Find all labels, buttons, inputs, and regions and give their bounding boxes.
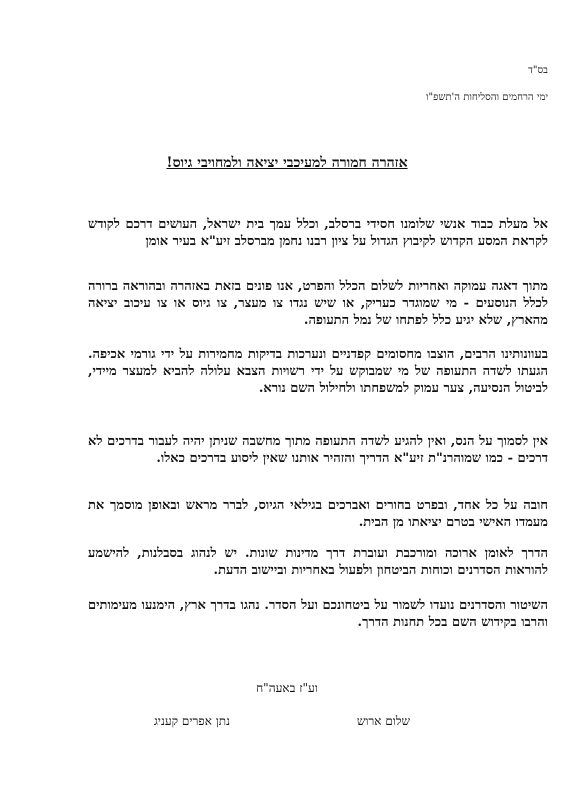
letter-title: אזהרה חמורה למעיכבי יציאה ולמחויבי גיוס! bbox=[166, 155, 408, 171]
bsd-header: בס"ד bbox=[528, 65, 548, 76]
signature-2: נתן אפרים קעניג bbox=[153, 714, 230, 728]
paragraph-6: הדרך לאומן ארוכה ומורכבת ועוברת דרך מדינות שונות. יש לנהוג בסבלנות, להישמע להוראות הסדרנים וכוחות הביטחון ולפעול באחריות וביישוב הדעת. bbox=[88, 546, 548, 578]
paragraph-2: מתוך דאגה עמוקה ואחריות לשלום הכלל והפרט, אנו פונים בזאת באזהרה ובהוראה ברורה לכלל הנוסעים - מי שמוגדר כעריק, או שיש נגדו צו מעצר, צו גיוס או צו עיכוב יציאה מהארץ, שלא יגיע כלל לפתחו של נמל התעופה. bbox=[88, 279, 548, 328]
date-line: ימי הרחמים והסליחות ה'תשפ"ו bbox=[425, 92, 548, 103]
paragraph-3: בעוונותינו הרבים, הוצבו מחסומים קפדניים ונערכות בדיקות מחמירות על ידי גורמי אכיפה. הגעתו לשדה התעופה של מי שמבוקש על ידי רשויות הצבא עלולה להביא למעצר מיידי, לביטול הנסיעה, צער עמוק למשפחתו ולחילול השם נורא. bbox=[88, 347, 548, 396]
paragraph-7: השיטור והסדרנים נועדו לשמור על ביטחונכם ועל הסדר. נהגו בדרך ארץ, הימנעו מעימותים והרבו בקידוש השם בכל תחנות הדרך. bbox=[88, 598, 548, 630]
closing-line: וע"ז באעה"ח bbox=[256, 681, 318, 695]
paragraph-5: חובה על כל אחד, ובפרט בחורים ואברכים בגילאי הגיוס, לברר מראש ובאופן מוסמך את מעמדו האישי בטרם יציאתו מן הבית. bbox=[88, 498, 548, 530]
paragraph-4: אין לסמוך על הנס, ואין להגיע לשדה התעופה מתוך מחשבה שניתן יהיה לעבור בדרכים לא דרכים - כמו שמוהרנ"ת זיע"א הדריך והזהיר אותנו שאין ליסוע בדרכים כאלו. bbox=[88, 434, 548, 466]
signature-1: שלום ארוש bbox=[356, 714, 410, 728]
paragraph-1: אל מעלת כבוד אנשי שלומנו חסידי ברסלב, וכלל עמך בית ישראל, העושים דרכם לקודש לקראת המסע הקדוש לקיבוץ הגדול על ציון רבנו נחמן מברסלב זיע"א בעיר אומן bbox=[88, 217, 548, 249]
